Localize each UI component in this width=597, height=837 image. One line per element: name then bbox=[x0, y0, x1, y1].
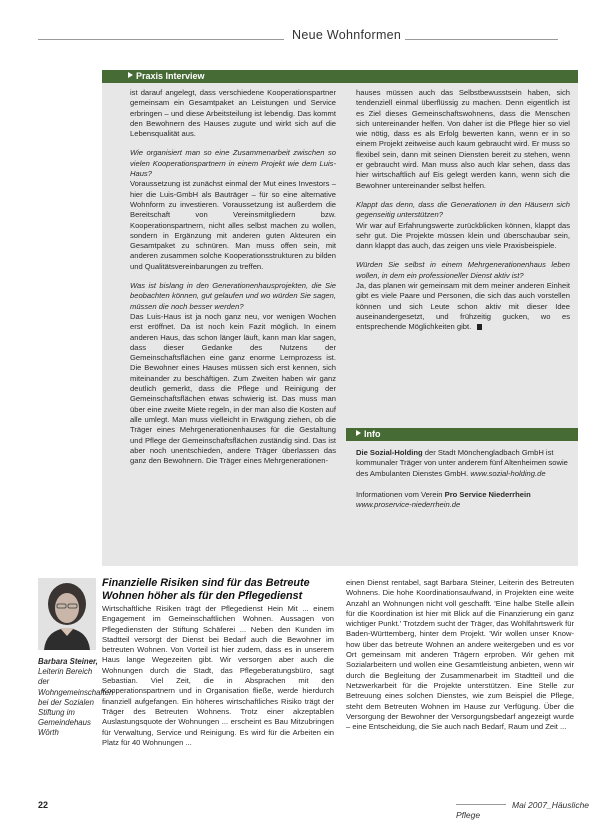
interview-answer: Voraussetzung ist zunächst einmal der Mut eines Investors – hier die Luis-GmbH als Bauträger – für so eine alternative Wohnform zu investieren. Voraussetzung ist außerdem die Bereitschaft von Vereinsmitgliedern bzw. Kooperationspartnern, nicht alles selbst machen zu wollen, sondern in Ergänzung mit anderen guten Akteuren ein Gesamtpaket zu schnüren. Man muss offen sein, mit anderen zusammen solche Kooperationsstrukturen zu bilden und Qualitätsvereinbarungen zu treffen. bbox=[130, 179, 336, 271]
photo-caption bbox=[38, 657, 114, 739]
interview-column-right bbox=[356, 88, 570, 333]
page-number: 22 bbox=[38, 800, 49, 810]
interview-answer: Ja, das planen wir gemeinsam mit dem meiner anderen Einheit gibt es viele Paare und Personen, die sich das auch vorstellen können und sich Leute schon aktiv mit dieser Idee auseinandergesetzt, und frühzeitig gucken, wo es entsprechende Möglichkeiten gibt. bbox=[356, 281, 570, 332]
caption-name: Barbara Steiner, bbox=[38, 657, 98, 666]
issue-info bbox=[456, 800, 597, 820]
caption-text: Leiterin Bereich der Wohngemeinschaften bei der Sozialen Stiftung im Gemeindehaus Wörth bbox=[38, 667, 114, 738]
article-headline: Finanzielle Risiken sind für das Betreute Wohnen höher als für den Pflegedienst bbox=[102, 577, 310, 602]
info-tag: Info bbox=[356, 428, 381, 441]
header-rule-left bbox=[38, 39, 284, 40]
portrait-photo bbox=[38, 578, 96, 650]
interview-answer: Das Luis-Haus ist ja noch ganz neu, vor wenigen Wochen erst eröffnet. Da ist noch kein Fazit möglich. In einem anderen Haus, das schon länger läuft, kann man klar sagen, dass dieser Gedanke des Nutzens der Gemeinschaftsflächen eine ganz enorme Lernprozess ist. Die Bewohner eines Hauses müssen sich erst kennen, sich miteinander zu beschäftigen. Zum Zweiten haben wir ganz deutlich gemerkt, dass die Pflege und Reinigung der Gemeinschaftsflächen etwas schwierig ist. Das muss man über eine zweite Miete regeln, in der man also die Kosten auf alle umlegt. Man muss vielleicht in Erwägung ziehen, ob die Träger eines Mehrgenerationenhauses für die Gestaltung und Pflege der Gemeinschaftsflächen zuständig sind. Das ist aber noch unentschieden, andere Träger überlassen das ganz den Bewohnern. Die Träger eines Mehrgenerationen- bbox=[130, 311, 336, 466]
info-paragraph-2 bbox=[356, 490, 570, 511]
end-of-interview-mark bbox=[477, 324, 482, 330]
info-org-2: Pro Service Niederrhein bbox=[444, 489, 531, 499]
info-paragraph-1 bbox=[356, 448, 570, 479]
info-text bbox=[356, 448, 570, 510]
info-url-2[interactable]: www.proservice-niederrhein.de bbox=[356, 500, 461, 510]
portrait-image bbox=[38, 578, 96, 650]
info-text-1: der Stadt Mönchengladbach GmbH ist kommunaler Träger von unter anderem fünf Altenheimen sowie des Ambulanten Dienstes GmbH. bbox=[356, 448, 568, 478]
interview-tag: Praxis Interview bbox=[128, 70, 205, 83]
interview-question: Würden Sie selbst in einem Mehrgenerationenhaus leben wollen, in dem ein professioneller Dienst aktiv ist? bbox=[356, 260, 570, 280]
info-bar bbox=[346, 428, 578, 441]
interview-column-left bbox=[130, 88, 336, 466]
info-text-2: Informationen vom Verein bbox=[356, 489, 445, 499]
issue-text: Mai 2007_Häusliche Pflege bbox=[456, 800, 590, 820]
interview-answer: ist darauf angelegt, dass verschiedene Kooperationspartner gemeinsam ein Gesamtpaket an Leistungen und Service erbringen – und diese Arbeitsteilung ist lebendig. Das kommt den Bewohnern des Hauses zugute und wirkt sich auf die Lebensqualität aus. bbox=[130, 88, 336, 139]
interview-question: Klappt das denn, dass die Generationen in den Häusern sich gegenseitig unterstützen? bbox=[356, 199, 570, 220]
header-rule-right bbox=[394, 39, 558, 40]
page-header bbox=[38, 28, 558, 46]
article-column-2: einen Dienst rentabel, sagt Barbara Steiner, Leiterin des Betreuten Wohnens. Die hohe Koordinationsaufwand, in Projekten eine weite Anzahl an Wohnungen nicht voll geschafft. 'Eine halbe Stelle allein für die Koordination ist hier mit Blick auf die Finanzierung ein ganz wichtiger Punkt.' Trotzdem sucht der Träger, das Wohlfahrtswerk für Baden-Württemberg, hinter dem Projekt. 'Wir wollen unser Know-how über das betreute Wohnen an andere weitergeben und es vor Ort gemeinsam mit anderen Trägern erproben. Wir gehen mit Sozialarbeitern und wollen eine Gesamtleistung anbieten, wenn wir durch die Begleitung der Zusammenarbeit im Stadtteil und die Netzwerkarbeit für die Projekte unterstützen. Eine Stelle zur Betreuung eines solchen Dienstes, wie zum Beispiel die Pflege, steht dem Betreuten Wohnen im Hause zur Verfügung. Über die Versorgung der Bewohner der Versorgungsbedarf angezeigt wurde – eine Entscheidung, die Sie auch nach Bedarf, Raum und Zeit ... bbox=[346, 578, 574, 732]
footer-rule bbox=[456, 804, 506, 805]
interview-bar bbox=[102, 70, 578, 83]
info-org: Die Sozial-Holding bbox=[356, 448, 423, 457]
section-title: Neue Wohnformen bbox=[288, 28, 405, 42]
article-column-1: Wirtschaftliche Risiken trägt der Pflegedienst Hein Mit ... einem Engagement im Gemeinschaftlichen Wohnen. Aussagen von Pflegediensten der Stiftung Schäferei ... Neben den Kunden im Stadtteil versorgt der Dienst bei Bedarf auch die Bewohner im betreuten Wohnen. Von Vorteil ist hier zudem, dass es in unserem Haus lange Wegezeiten gibt. Wir versorgen aber auch die Wohnungen durch die Stadt, das Pflegeberatungsbüro, sagt Sebastian. Viel Zeit, die in Absprachen mit den Kooperationspartnern und in Organisation fließe, werde hierdurch finanziell aufgefangen. Ein höheres wirtschaftliches Risiko trägt der Träger des Betreuten Wohnens. Trotz einer akzeptablen Auslastungsquote der Wohnungen ... erscheint es Bau Mitzubringen für Verwaltung, Service und Reinigung. Es wird für die Arbeiten ein Platz für 40 Wohnungen ... bbox=[102, 604, 334, 747]
interview-question: Was ist bislang in den Generationenhausprojekten, die Sie beobachten können, gut gelaufen und wo würden Sie sagen, müssen die noch besser werden? bbox=[130, 281, 336, 311]
interview-answer: Wir war auf Erfahrungswerte zurückblicken können, klappt das sehr gut. Die Projekte müssen klein und überschaubar sein, dann klappt das auch, das zeigen uns viele Praxisbeispiele. bbox=[356, 220, 570, 251]
interview-question: Wie organisiert man so eine Zusammenarbeit zwischen so vielen Kooperationspartnern in einem Projekt wie dem Luis-Haus? bbox=[130, 148, 336, 179]
info-url-1[interactable]: www.sozial-holding.de bbox=[470, 468, 546, 478]
interview-answer: hauses müssen auch das Selbstbewusstsein haben, sich tendenziell einmal überflüssig zu machen. Denn eigentlich ist es Ziel dieses Gemeinschaftswohnens, dass die Menschen sich untereinander helfen. Von daher ist die Pflege hier so viel wie nötig, dass es als Erfolg bewerten kann, wenn er in so einem Projekt zeitweise auch kaum gebraucht wird. Er muss so flexibel sein, dann mit seinen Diensten bereit zu stehen, wenn er gebraucht wird. Man muss also auch klar sehen, dass das hier wirtschaftlich auf Eis gelegt werden kann, wenn sich die Bewohner untereinander selbst helfen. bbox=[356, 88, 570, 190]
